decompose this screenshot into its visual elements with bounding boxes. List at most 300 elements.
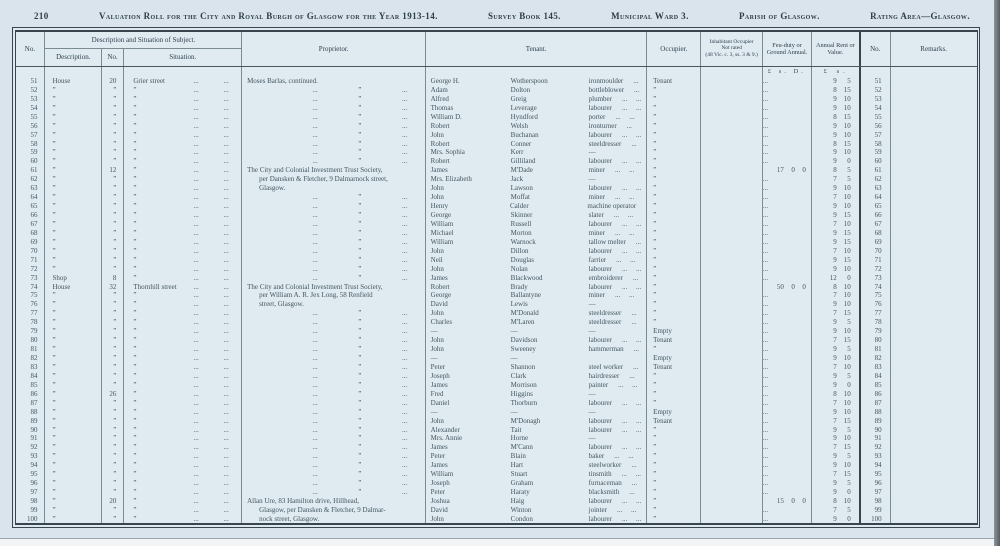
table-row (16, 389, 977, 398)
table-row (16, 148, 977, 157)
proprietor-cell (242, 452, 426, 461)
rent-pounds: 9 (833, 380, 837, 389)
tenant-cell (426, 273, 648, 282)
table-row (16, 407, 977, 416)
row-number-right-cell: 86 (861, 389, 891, 398)
feu-duty-cell (763, 327, 812, 336)
rent-pounds: 7 (833, 362, 837, 371)
proprietor-ditto: ... ” ... (312, 193, 408, 202)
annual-rent-cell (812, 497, 861, 506)
rent-pounds: 9 (833, 157, 837, 166)
occupation-leader-dots: ... ... (614, 291, 635, 300)
feu-duty-cell (763, 443, 812, 452)
row-number-right-cell: 54 (861, 103, 891, 112)
feu-leader-dots: ... (762, 362, 769, 371)
feu-duty-cell (763, 300, 812, 309)
occupier-cell: ” (647, 497, 701, 506)
tenant-forename: James (430, 443, 448, 452)
row-number-right-cell: 53 (861, 94, 891, 103)
row-number-cell: 79 (16, 327, 46, 336)
street-number-cell: ” (102, 407, 124, 416)
tenant-surname: Nolan (510, 264, 528, 273)
situation-cell: ” ... ... (124, 470, 242, 479)
feu-duty-cell: 17 0 0 (763, 166, 812, 175)
annual-rent-cell (812, 94, 861, 103)
occupation-leader-dots: ... ... (621, 246, 642, 255)
tenant-cell (426, 380, 648, 389)
proprietor-cell (242, 461, 426, 470)
street-number-cell: 20 (102, 497, 124, 506)
tenant-forename: Alfred (430, 94, 449, 103)
table-row (16, 425, 977, 434)
feu-leader-dots: ... (762, 416, 769, 425)
proprietor-cell (242, 184, 426, 193)
table-row (16, 363, 977, 372)
tenant-surname: Buchanan (510, 130, 539, 139)
feu-duty-cell (763, 514, 812, 523)
description-cell: ” (45, 148, 102, 157)
rent-pounds: 9 (833, 425, 837, 434)
rent-shillings: 5 (847, 452, 851, 461)
situation-cell: ” ... ... (124, 103, 242, 112)
feu-duty-cell (763, 371, 812, 380)
remarks-cell (891, 380, 977, 389)
description-cell: ” (45, 345, 102, 354)
rent-pounds: 7 (833, 443, 837, 452)
tenant-forename: Peter (430, 452, 446, 461)
annual-rent-cell (812, 425, 861, 434)
proprietor-cell (242, 264, 426, 273)
street-number-cell: ” (102, 148, 124, 157)
row-number-right-cell: 83 (861, 363, 891, 372)
proprietor-cell (242, 416, 426, 425)
tenant-cell (426, 506, 648, 515)
row-number-cell: 81 (16, 345, 46, 354)
proprietor-text: Allan Ure, 83 Hamilton drive, Hillhead, (247, 497, 360, 506)
annual-rent-cell (812, 121, 861, 130)
rent-shillings: 0 (847, 273, 851, 282)
rent-shillings: 0 (847, 157, 851, 166)
rent-pounds: 7 (833, 398, 837, 407)
tenant-surname: Horne (510, 434, 529, 443)
proprietor-ditto: ... ” ... (312, 336, 408, 345)
table-row (16, 112, 977, 121)
tenant-surname: Lawson (510, 184, 533, 193)
annual-rent-cell (812, 407, 861, 416)
rent-pounds: 9 (833, 94, 837, 103)
annual-rent-cell (812, 318, 861, 327)
feu-duty-cell (763, 470, 812, 479)
row-number-cell: 87 (16, 398, 46, 407)
situation-cell: ” ... ... (124, 479, 242, 488)
description-cell: ” (45, 228, 102, 237)
tenant-forename: Charles (430, 318, 453, 327)
occupation-leader-dots: ... ... (614, 228, 635, 237)
rent-pounds: 9 (833, 371, 837, 380)
rent-shillings: 10 (843, 354, 851, 363)
tenant-forename: John (430, 184, 444, 193)
row-number-right-cell: 56 (861, 121, 891, 130)
rent-pounds: 7 (833, 246, 837, 255)
proprietor-cell (242, 434, 426, 443)
feu-duty-cell (763, 148, 812, 157)
tenant-surname: M'Donagh (510, 416, 541, 425)
feu-duty-cell (763, 228, 812, 237)
inhabitant-occupier-cell (701, 363, 763, 372)
tenant-forename: John (430, 336, 444, 345)
remarks-cell (891, 488, 977, 497)
tenant-occupation: — (588, 327, 596, 336)
rent-pounds: 9 (833, 237, 837, 246)
feu-duty-cell (763, 488, 812, 497)
street-number-cell: ” (102, 434, 124, 443)
tenant-occupation: steelworker (588, 461, 622, 470)
scan-right-edge (994, 0, 1000, 546)
annual-rent-cell (812, 255, 861, 264)
inhabitant-occupier-cell (701, 175, 763, 184)
tenant-surname: Sweeney (510, 345, 536, 354)
street-number-cell: ” (102, 175, 124, 184)
tenant-occupation: painter (588, 380, 609, 389)
header-inhabitant-occupier: Inhabitant Occupier Not rated (48 Vic. c. 3, ss. 3 & 9.) (701, 32, 763, 66)
tenant-cell (426, 470, 648, 479)
tenant-cell (426, 389, 648, 398)
header-remarks: Remarks. (920, 44, 947, 53)
proprietor-cell (242, 514, 426, 523)
tenant-cell (426, 77, 648, 86)
currency-subheader-row (16, 67, 977, 77)
row-number-right-cell: 80 (861, 336, 891, 345)
municipal-ward: Municipal Ward 3. (611, 11, 689, 21)
rent-shillings: 10 (843, 94, 851, 103)
proprietor-ditto: ... ” ... (312, 273, 408, 282)
row-number-right-cell: 81 (861, 345, 891, 354)
row-number-right-cell: 61 (861, 166, 891, 175)
tenant-cell (426, 309, 648, 318)
proprietor-cell (242, 398, 426, 407)
street-number-cell: ” (102, 291, 124, 300)
proprietor-cell (242, 291, 426, 300)
tenant-surname: Greig (510, 94, 527, 103)
proprietor-ditto: ... ” ... (312, 130, 408, 139)
street-number-cell: ” (102, 103, 124, 112)
occupier-cell: ” (647, 425, 701, 434)
annual-rent-cell (812, 309, 861, 318)
remarks-cell (891, 461, 977, 470)
tenant-surname: Dillon (510, 246, 529, 255)
rent-shillings: 0 (847, 514, 851, 523)
row-number-cell: 80 (16, 336, 46, 345)
feu-duty-cell (763, 291, 812, 300)
occupier-cell: Tenant (647, 77, 701, 86)
feu-leader-dots: ... (762, 291, 769, 300)
occupation-leader-dots: ... ... (614, 166, 635, 175)
rent-pounds: 9 (833, 211, 837, 220)
description-cell: ” (45, 354, 102, 363)
annual-rent-cell (812, 184, 861, 193)
row-number-right-cell: 79 (861, 327, 891, 336)
occupation-leader-dots: ... (634, 85, 640, 94)
proprietor-ditto: ... ” ... (312, 211, 408, 220)
proprietor-ditto: ... ” ... (312, 434, 408, 443)
description-cell: ” (45, 211, 102, 220)
tenant-surname: Tait (510, 425, 522, 434)
proprietor-ditto: ... ” ... (312, 461, 408, 470)
proprietor-cell (242, 488, 426, 497)
tenant-surname: M'Donald (510, 309, 539, 318)
annual-rent-cell (812, 443, 861, 452)
tenant-surname: Moffat (510, 193, 530, 202)
row-number-cell: 99 (16, 506, 46, 515)
proprietor-ditto: ... ” ... (312, 246, 408, 255)
occupation-leader-dots: ... (631, 309, 637, 318)
table-row (16, 166, 977, 175)
feu-duty-cell (763, 309, 812, 318)
row-number-cell: 92 (16, 443, 46, 452)
table-row (16, 300, 977, 309)
street-number-cell: ” (102, 237, 124, 246)
table-row (16, 398, 977, 407)
table-row (16, 264, 977, 273)
annual-rent-cell (812, 336, 861, 345)
tenant-cell (426, 354, 648, 363)
description-cell: ” (45, 371, 102, 380)
inhabitant-occupier-cell (701, 425, 763, 434)
rent-shillings: 10 (843, 398, 851, 407)
occupier-cell: ” (647, 148, 701, 157)
description-cell: ” (45, 470, 102, 479)
rent-currency-label: £ s. (812, 67, 861, 77)
remarks-cell (891, 363, 977, 372)
street-number-cell: 32 (102, 282, 124, 291)
occupation-leader-dots: ... ... (621, 514, 642, 523)
feu-duty-cell (763, 193, 812, 202)
row-number-cell: 53 (16, 94, 46, 103)
street-number-cell: ” (102, 470, 124, 479)
feu-duty-cell (763, 211, 812, 220)
description-cell: ” (45, 112, 102, 121)
tenant-cell (426, 452, 648, 461)
feu-duty-cell (763, 363, 812, 372)
tenant-surname: Hart (510, 461, 524, 470)
inhabitant-occupier-cell (701, 220, 763, 229)
proprietor-cell (242, 380, 426, 389)
remarks-cell (891, 318, 977, 327)
remarks-cell (891, 282, 977, 291)
remarks-cell (891, 452, 977, 461)
description-cell: ” (45, 193, 102, 202)
situation-cell: Grier street ... ... (124, 77, 242, 86)
tenant-surname: Blain (510, 452, 526, 461)
feu-duty-cell (763, 77, 812, 86)
table-row (16, 434, 977, 443)
proprietor-cell (242, 497, 426, 506)
rent-shillings: 10 (843, 300, 851, 309)
table-row (16, 309, 977, 318)
inhabitant-occupier-cell (701, 398, 763, 407)
rent-pounds: 9 (833, 514, 837, 523)
table-row (16, 443, 977, 452)
annual-rent-cell (812, 434, 861, 443)
proprietor-ditto: ... ” ... (312, 354, 408, 363)
row-number-right-cell: 57 (861, 130, 891, 139)
feu-duty-cell (763, 425, 812, 434)
feu-leader-dots: ... (762, 148, 769, 157)
rent-pounds: 9 (833, 264, 837, 273)
tenant-surname: — (510, 327, 518, 336)
tenant-forename: Robert (430, 121, 450, 130)
header-feu-duty: Feu-duty or Ground Annual. (763, 32, 812, 66)
feu-leader-dots: ... (762, 371, 769, 380)
occupier-cell: ” (647, 461, 701, 470)
occupation-leader-dots: ... (632, 273, 639, 282)
tenant-forename: William (430, 470, 454, 479)
remarks-cell (891, 202, 977, 211)
proprietor-ditto: ... ” ... (312, 228, 408, 237)
tenant-occupation: labourer (588, 219, 612, 228)
description-cell: ” (45, 264, 102, 273)
row-number-cell: 73 (16, 273, 46, 282)
street-number-cell: ” (102, 121, 124, 130)
tenant-surname: M'Dade (510, 166, 533, 175)
remarks-cell (891, 139, 977, 148)
table-row (16, 497, 977, 506)
tenant-forename: John (430, 193, 444, 202)
row-number-right-cell: 70 (861, 246, 891, 255)
row-number-right-cell: 62 (861, 175, 891, 184)
occupier-cell: Tenant (647, 336, 701, 345)
row-number-right-cell: 92 (861, 443, 891, 452)
street-number-cell: ” (102, 425, 124, 434)
row-number-cell: 90 (16, 425, 46, 434)
feu-leader-dots: ... (762, 434, 769, 443)
proprietor-ditto: ... ” ... (312, 416, 408, 425)
tenant-surname: M'Cann (510, 443, 533, 452)
occupier-cell: ” (647, 506, 701, 515)
table-row (16, 77, 977, 86)
feu-leader-dots: ... (762, 336, 769, 345)
situation-cell: ” ... ... (124, 202, 242, 211)
tenant-cell (426, 407, 648, 416)
proprietor-text: The City and Colonial Investment Trust Society, (247, 282, 383, 291)
inhabitant-occupier-cell (701, 264, 763, 273)
row-number-cell: 59 (16, 148, 46, 157)
tenant-cell (426, 363, 648, 372)
rent-shillings: 15 (843, 443, 851, 452)
proprietor-ditto: ... ” ... (312, 443, 408, 452)
description-cell: ” (45, 300, 102, 309)
table-row (16, 416, 977, 425)
situation-cell: ” ... ... (124, 193, 242, 202)
remarks-cell (891, 300, 977, 309)
street-number-cell: ” (102, 193, 124, 202)
rent-shillings: 5 (847, 175, 851, 184)
proprietor-ditto: ... ” ... (312, 103, 408, 112)
tenant-occupation: labourer (588, 336, 612, 345)
remarks-cell (891, 148, 977, 157)
proprietor-cell (242, 130, 426, 139)
tenant-forename: John (430, 246, 444, 255)
occupation-leader-dots: ... ... (621, 425, 642, 434)
occupation-leader-dots: ... ... (621, 130, 642, 139)
occupation-leader-dots: ... (633, 345, 639, 354)
row-number-cell: 84 (16, 371, 46, 380)
tenant-surname: Condon (510, 514, 533, 523)
row-number-cell: 51 (16, 77, 46, 86)
remarks-cell (891, 291, 977, 300)
occupation-leader-dots: ... ... (615, 112, 635, 121)
situation-cell: ” ... ... (124, 443, 242, 452)
tenant-cell (426, 443, 648, 452)
tenant-surname: Stuart (510, 470, 528, 479)
description-cell: ” (45, 202, 102, 211)
feu-leader-dots: ... (762, 452, 769, 461)
feu-duty-cell (763, 237, 812, 246)
tenant-forename: Robert (430, 157, 450, 166)
annual-rent-cell (812, 345, 861, 354)
inhabitant-occupier-cell (701, 211, 763, 220)
tenant-forename: Adam (430, 85, 448, 94)
rent-shillings: 10 (843, 434, 851, 443)
remarks-cell (891, 130, 977, 139)
tenant-forename: Daniel (430, 398, 450, 407)
remarks-cell (891, 193, 977, 202)
inhabitant-occupier-cell (701, 291, 763, 300)
feu-duty-cell (763, 94, 812, 103)
occupier-cell: ” (647, 220, 701, 229)
tenant-cell (426, 130, 648, 139)
tenant-occupation: steeldresser (588, 309, 622, 318)
proprietor-ditto: ... ” ... (312, 327, 408, 336)
header-no: No. (16, 32, 46, 66)
occupier-cell: ” (647, 389, 701, 398)
feu-duty-cell: 15 0 0 (763, 497, 812, 506)
rent-shillings: 0 (847, 488, 851, 497)
feu-leader-dots: ... (762, 407, 769, 416)
annual-rent-cell (812, 461, 861, 470)
remarks-cell (891, 94, 977, 103)
occupier-cell: ” (647, 452, 701, 461)
occupier-cell: ” (647, 371, 701, 380)
street-number-cell: ” (102, 514, 124, 523)
street-number-cell: ” (102, 380, 124, 389)
situation-cell: ” ... ... (124, 354, 242, 363)
inhabitant-occupier-cell (701, 479, 763, 488)
tenant-cell (426, 282, 648, 291)
proprietor-ditto: ... ” ... (312, 255, 408, 264)
row-number-cell: 83 (16, 363, 46, 372)
feu-duty-cell (763, 416, 812, 425)
remarks-cell (891, 398, 977, 407)
description-cell: House (45, 282, 102, 291)
rent-shillings: 15 (843, 470, 851, 479)
tenant-forename: John (430, 309, 444, 318)
feu-duty-cell (763, 398, 812, 407)
tenant-cell (426, 85, 648, 94)
feu-duty-cell (763, 139, 812, 148)
page-number: 210 (34, 11, 49, 21)
rent-shillings: 10 (843, 282, 851, 291)
header-proprietor: Proprietor. (242, 32, 426, 66)
header-description: Description. (45, 49, 102, 66)
row-number-cell: 75 (16, 291, 46, 300)
tenant-occupation: farrier (588, 255, 607, 264)
inhabitant-occupier-cell (701, 506, 763, 515)
occupation-leader-dots: ... ... (621, 443, 642, 452)
occupation-leader-dots: ... ... (621, 94, 642, 103)
feu-leader-dots: ... (762, 479, 769, 488)
rent-pounds: 9 (833, 130, 837, 139)
